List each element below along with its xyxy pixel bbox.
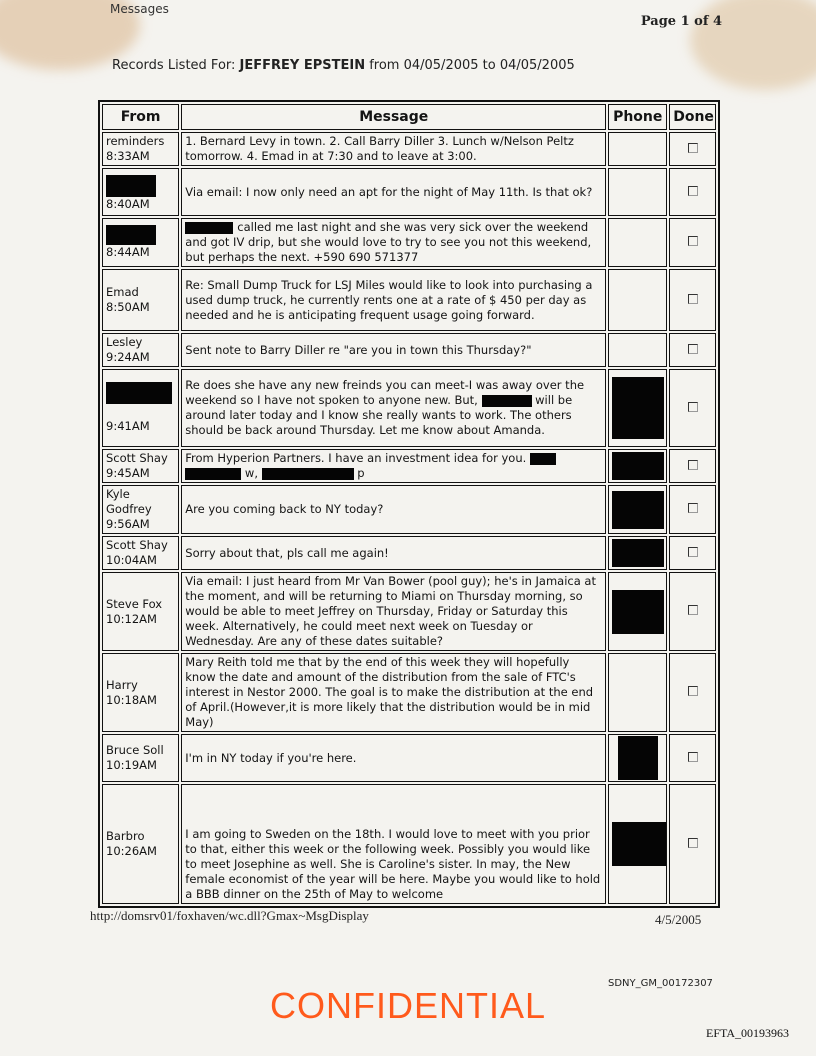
redaction-block (530, 453, 556, 465)
done-cell (669, 168, 716, 216)
bates-number: SDNY_GM_00172307 (608, 978, 713, 989)
from-name: Bruce Soll (106, 743, 164, 757)
message-cell: Sorry about that, pls call me again! (181, 536, 606, 570)
from-name: reminders (106, 134, 165, 148)
from-cell (102, 784, 179, 904)
message-text: From Hyperion Partners. I have an investment idea for you. (185, 451, 527, 465)
time: 8:40AM (106, 196, 150, 211)
redaction-block (612, 539, 664, 567)
table-header-row (102, 104, 716, 130)
from-cell (102, 132, 179, 166)
column-header-message: Message (181, 104, 606, 130)
table-row (102, 485, 716, 534)
done-cell (669, 333, 716, 367)
redaction-block (618, 736, 658, 780)
message-cell (181, 369, 606, 447)
table-row (102, 734, 716, 782)
table-row (102, 369, 716, 447)
message-cell: Sent note to Barry Diller re "are you in town this Thursday?" (181, 333, 606, 367)
redaction-block (482, 395, 532, 407)
table-row (102, 784, 716, 904)
done-checkbox[interactable] (688, 686, 698, 696)
phone-cell (608, 369, 667, 447)
done-cell (669, 784, 716, 904)
message-cell (181, 218, 606, 267)
done-checkbox[interactable] (688, 752, 698, 762)
from-name: Scott Shay (106, 451, 168, 465)
from-name: Lesley (106, 335, 143, 349)
message-text: w, (244, 466, 258, 480)
table-row (102, 653, 716, 732)
footer-url: http://domsrv01/foxhaven/wc.dll?Gmax~MsgDisplay (90, 908, 369, 923)
table-row (102, 333, 716, 367)
from-cell (102, 734, 179, 782)
message-cell: Via email: I now only need an apt for the night of May 11th. Is that ok? (181, 168, 606, 216)
column-header-phone: Phone (608, 104, 667, 130)
from-cell (102, 269, 179, 331)
from-name: Harry (106, 677, 138, 692)
from-cell (102, 572, 179, 651)
message-cell: Mary Reith told me that by the end of this week they will hopefully know the date and amount of the distribution from the sale of FTC's interest in Nestor 2000. The goal is to make the distribution at the end of April.(However,it is more likely that the distribution would be in mid May) (181, 653, 606, 732)
page-header-title: Messages (110, 2, 169, 16)
done-cell (669, 485, 716, 534)
messages-table (98, 100, 720, 908)
redaction-block (262, 468, 354, 480)
table-row (102, 449, 716, 483)
phone-cell (608, 333, 667, 367)
table-row (102, 269, 716, 331)
redaction-block (612, 590, 664, 634)
redaction-block (612, 377, 664, 439)
done-checkbox[interactable] (688, 143, 698, 153)
phone-cell (608, 168, 667, 216)
from-name: Steve Fox (106, 596, 163, 611)
message-text: Re does she have any new freinds you can meet-I was away over the weekend so I have not spoken to anyone new. But, (185, 378, 585, 407)
phone-cell (608, 449, 667, 483)
time: 8:50AM (106, 300, 150, 314)
done-cell (669, 449, 716, 483)
confidential-stamp: CONFIDENTIAL (269, 985, 547, 1026)
phone-cell (608, 269, 667, 331)
phone-cell (608, 485, 667, 534)
redaction-block (106, 382, 172, 404)
from-cell (102, 536, 179, 570)
time: 8:44AM (106, 245, 150, 259)
done-checkbox[interactable] (688, 402, 698, 412)
message-cell: Are you coming back to NY today? (181, 485, 606, 534)
records-prefix: Records Listed For: (112, 58, 240, 73)
redaction-block (185, 468, 241, 480)
done-checkbox[interactable] (688, 605, 698, 615)
time: 10:26AM (106, 844, 157, 858)
done-checkbox[interactable] (688, 838, 698, 848)
message-text: called me last night and she was very sick over the weekend and got IV drip, but she would love to try to see you not this weekend, but perhaps the next. +590 690 571377 (185, 220, 592, 264)
message-text: p (357, 466, 365, 480)
redaction-block (612, 452, 664, 480)
from-cell (102, 168, 179, 216)
phone-cell (608, 734, 667, 782)
done-cell (669, 218, 716, 267)
footer-date: 4/5/2005 (655, 912, 702, 927)
done-cell (669, 269, 716, 331)
table-row (102, 218, 716, 267)
done-cell (669, 572, 716, 651)
message-cell: I'm in NY today if you're here. (181, 734, 606, 782)
time: 9:41AM (106, 419, 150, 433)
from-cell (102, 449, 179, 483)
time: 8:33AM (106, 149, 150, 163)
done-checkbox[interactable] (688, 186, 698, 196)
phone-cell (608, 218, 667, 267)
done-checkbox[interactable] (688, 344, 698, 354)
done-cell (669, 653, 716, 732)
phone-cell (608, 132, 667, 166)
column-header-from: From (102, 104, 179, 130)
message-cell: I am going to Sweden on the 18th. I would love to meet with you prior to that, either this week or the following week. Possibly you would like to meet Josephine as well. She is Caroline's sister. In may, the New female economist of the year will be here. Maybe you would like to hold a BBB dinner on the 25th of May to welcome (181, 784, 606, 904)
phone-cell (608, 784, 667, 904)
redaction-block (612, 491, 664, 529)
time: 9:45AM (106, 466, 150, 480)
table-row (102, 168, 716, 216)
redaction-block (106, 175, 156, 197)
done-cell (669, 132, 716, 166)
table-row (102, 572, 716, 651)
redaction-block (612, 822, 666, 866)
done-cell (669, 369, 716, 447)
from-cell (102, 653, 179, 732)
from-name: Kyle Godfrey (106, 487, 152, 516)
records-range: from 04/05/2005 to 04/05/2005 (365, 58, 575, 73)
from-name: Scott Shay (106, 538, 168, 552)
column-header-done: Done (669, 104, 716, 130)
phone-cell (608, 536, 667, 570)
records-listed-for (112, 58, 575, 73)
redaction-block (185, 222, 233, 234)
message-text: will be around later today and I know she really wants to work. The others should be back around Thursday. Let me know about Amanda. (185, 393, 573, 437)
message-cell (181, 449, 606, 483)
done-checkbox[interactable] (688, 460, 698, 470)
page-number: Page 1 of 4 (640, 14, 722, 29)
time: 10:19AM (106, 758, 157, 772)
table-row (102, 132, 716, 166)
time: 9:24AM (106, 350, 150, 364)
message-cell: Via email: I just heard from Mr Van Bower (pool guy); he's in Jamaica at the moment, and will be returning to Miami on Thursday morning, so would be able to meet Jeffrey on Thursday, Friday or Saturday this week. Alternatively, he could meet next week on Tuesday or Wednesday. Are any of these dates suitable? (181, 572, 606, 651)
phone-cell (608, 572, 667, 651)
done-checkbox[interactable] (688, 547, 698, 557)
message-cell: 1. Bernard Levy in town. 2. Call Barry Diller 3. Lunch w/Nelson Peltz tomorrow. 4. Emad in at 7:30 and to leave at 3:00. (181, 132, 606, 166)
message-cell: Re: Small Dump Truck for LSJ Miles would like to look into purchasing a used dump truck, he currently rents one at a rate of $ 450 per day as needed and he is anticipating frequent usage going forward. (181, 269, 606, 331)
from-cell (102, 333, 179, 367)
done-cell (669, 536, 716, 570)
phone-cell (608, 653, 667, 732)
time: 9:56AM (106, 517, 150, 531)
from-name: Barbro (106, 829, 145, 843)
from-name: Emad (106, 285, 139, 299)
redaction-block (106, 225, 156, 245)
time: 10:18AM (106, 692, 157, 707)
done-checkbox[interactable] (688, 294, 698, 304)
done-cell (669, 734, 716, 782)
table-row (102, 536, 716, 570)
from-cell (102, 218, 179, 267)
efta-number: EFTA_00193963 (706, 1026, 790, 1040)
from-cell (102, 369, 179, 447)
time: 10:04AM (106, 553, 157, 567)
done-checkbox[interactable] (688, 236, 698, 246)
from-cell (102, 485, 179, 534)
records-name: JEFFREY EPSTEIN (239, 58, 366, 73)
time: 10:12AM (106, 611, 157, 626)
done-checkbox[interactable] (688, 503, 698, 513)
